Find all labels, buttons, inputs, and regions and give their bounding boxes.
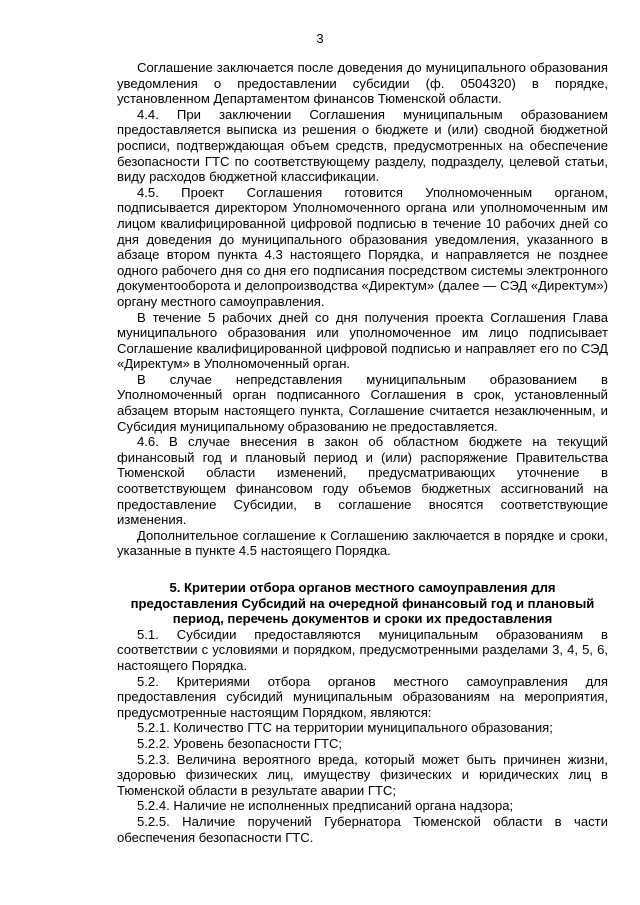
paragraph-4-6: 4.6. В случае внесения в закон об областном бюджете на текущий финансовый год и плановый период и (или) распоряжение Правительства Тюменской области изменений, предусматривающих уточнение в соответствующем финансовом году объемов бюджетных ассигнований на предоставление Субсидии, в соглашение вносятся соответствующие изменения. [117, 434, 608, 528]
paragraph-additional-agreement: Дополнительное соглашение к Соглашению заключается в порядке и сроки, указанные в пункте 4.5 настоящего Порядка. [117, 527, 608, 559]
document-body [117, 60, 608, 845]
paragraph-5-2-3: 5.2.3. Величина вероятного вреда, который может быть причинен жизни, здоровью физических лиц, имуществу физических и юридических лиц в Тюменской области в результате аварии ГТС; [117, 751, 608, 798]
paragraph-non-submission: В случае непредставления муниципальным образованием в Уполномоченный орган подписанного Соглашения в срок, установленный абзацем вторым настоящего пункта, Соглашение считается незаключенным, и Субсидия муниципальному образованию не предоставляется. [117, 371, 608, 434]
section-heading-5: 5. Критерии отбора органов местного самоуправления для предоставления Субсидий на очередной финансовый год и плановый период, перечень документов и сроки их предоставления [130, 580, 595, 627]
paragraph-agreement-conclusion: Соглашение заключается после доведения до муниципального образования уведомления о предоставлении субсидии (ф. 0504320) в порядке, установленном Департаментом финансов Тюменской области. [117, 60, 608, 107]
paragraph-5-2-1: 5.2.1. Количество ГТС на территории муниципального образования; [137, 720, 553, 736]
paragraph-signing-period: В течение 5 рабочих дней со дня получения проекта Соглашения Глава муниципального образования или уполномоченное им лицо подписывает Соглашение квалифицированной цифровой подписью и направляет его по СЭД «Директум» в Уполномоченный орган. [117, 309, 608, 372]
paragraph-5-2: 5.2. Критериями отбора органов местного самоуправления для предоставления субсидий муниципальным образованиям на мероприятия, предусмотренные настоящим Порядком, являются: [117, 673, 608, 720]
paragraph-5-2-4: 5.2.4. Наличие не исполненных предписаний органа надзора; [137, 798, 514, 814]
page-number: 3 [316, 31, 324, 46]
paragraph-5-2-2: 5.2.2. Уровень безопасности ГТС; [137, 735, 343, 751]
paragraph-5-2-5: 5.2.5. Наличие поручений Губернатора Тюменской области в части обеспечения безопасности ГТС. [117, 813, 608, 845]
paragraph-5-1: 5.1. Субсидии предоставляются муниципальным образованиям в соответствии с условиями и порядком, предусмотренными разделами 3, 4, 5, 6, настоящего Порядка. [117, 626, 608, 673]
paragraph-4-4: 4.4. При заключении Соглашения муниципальным образованием предоставляется выписка из решения о бюджете и (или) сводной бюджетной росписи, подтверждающая объем средств, предусмотренных на обеспечение безопасности ГТС по соответствующему разделу, подразделу, целевой статьи, виду расходов бюджетной классификации. [117, 106, 608, 185]
paragraph-4-5: 4.5. Проект Соглашения готовится Уполномоченным органом, подписывается директором Уполномоченного органа или уполномоченным им лицом квалифицированной цифровой подписью в течение 10 рабочих дней со дня доведения до муниципального образования уведомления, указанного в абзаце втором пункта 4.3 настоящего Порядка, и направляется не позднее одного рабочего дня со дня его подписания посредством системы электронного документооборота и делопроизводства «Директум» (далее — СЭД «Директум») органу местного самоуправления. [117, 184, 608, 309]
